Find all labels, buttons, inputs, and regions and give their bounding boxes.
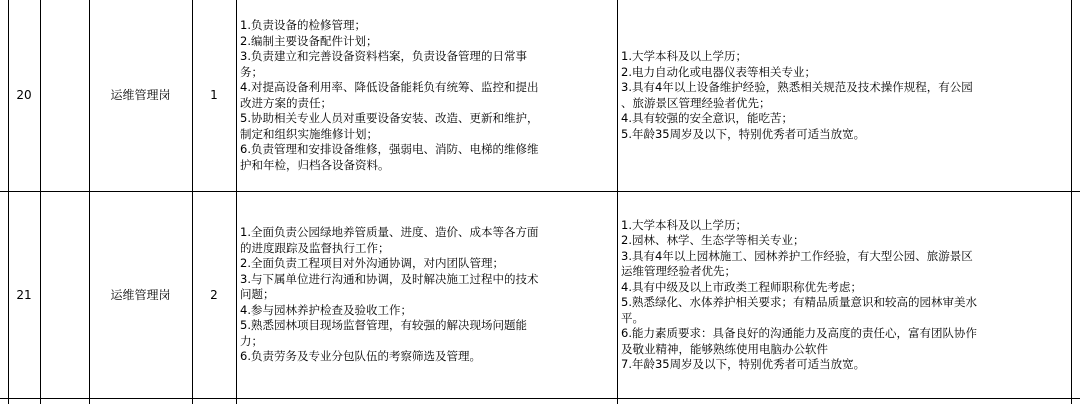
requirement-line: 5.熟悉绿化、水体养护相关要求；有精品质量意识和较高的园林审美水 xyxy=(621,295,977,309)
requirement-line: 7.年龄35周岁及以下，特别优秀者可适当放宽。 xyxy=(621,357,866,371)
duty-line: 问题； xyxy=(240,287,275,302)
job-duties xyxy=(237,0,616,191)
job-duties xyxy=(237,192,616,398)
requirement-line: 、旅游景区管理经验者优先； xyxy=(621,95,771,110)
requirement-line: 3.具有4年以上设备维护经验，熟悉相关规范及技术操作规程，有公园 xyxy=(621,80,973,94)
job-requirements xyxy=(618,192,1071,398)
headcount: 1 xyxy=(210,88,218,102)
duty-line: 3.负责建立和完善设备资料档案，负责设备管理的日常事 xyxy=(240,49,527,63)
duty-line: 改进方案的责任； xyxy=(240,95,332,110)
requirement-line: 及敬业精神，能够熟练使用电脑办公软件 xyxy=(621,341,828,356)
requirement-line: 6.能力素质要求：具备良好的沟通能力及高度的责任心，富有团队协作 xyxy=(621,326,977,340)
grid-line-v xyxy=(1071,0,1072,404)
duty-line: 5.熟悉园林项目现场监督管理，有较强的解决现场问题能 xyxy=(240,318,527,333)
position-name: 运维管理岗 xyxy=(110,287,171,302)
headcount: 2 xyxy=(210,287,218,302)
duty-line: 4.对提高设备利用率、降低设备能耗负有统筹、监控和提出 xyxy=(240,80,539,94)
duty-line: 3.与下属单位进行沟通和协调，及时解决施工过程中的技术 xyxy=(240,271,539,286)
duty-line: 6.负责劳务及专业分包队伍的考察筛选及管理。 xyxy=(240,349,481,364)
duty-line: 制定和组织实施维修计划； xyxy=(240,126,378,141)
duty-line: 2.全面负责工程项目对外沟通协调，对内团队管理； xyxy=(240,256,504,271)
requirement-line: 4.具有中级及以上市政类工程师职称优先考虑； xyxy=(621,279,862,294)
grid-line-h xyxy=(0,398,1080,399)
duty-line: 6.负责管理和安排设备维修，强弱电、消防、电梯的维修维 xyxy=(240,142,539,156)
duty-line: 1.全面负责公园绿地养管质量、进度、造价、成本等各方面 xyxy=(240,225,539,240)
position-name: 运维管理岗 xyxy=(110,88,171,102)
requirement-line: 2.电力自动化或电器仪表等相关专业； xyxy=(621,64,816,79)
duty-line: 力； xyxy=(240,333,263,348)
requirement-line: 2.园林、林学、生态学等相关专业； xyxy=(621,233,805,247)
job-requirements xyxy=(618,0,1071,191)
row-number: 21 xyxy=(16,287,32,302)
duty-line: 1.负责设备的检修管理； xyxy=(240,18,366,32)
duty-line: 2.编制主要设备配件计划； xyxy=(240,33,378,48)
duty-line: 5.协助相关专业人员对重要设备安装、改造、更新和维护， xyxy=(240,111,539,125)
duty-line: 4.参与园林养护检查及验收工作； xyxy=(240,302,412,317)
requirement-line: 平。 xyxy=(621,310,644,325)
requirement-line: 1.大学本科及以上学历； xyxy=(621,217,747,232)
row-number: 20 xyxy=(16,88,32,102)
duty-line: 务； xyxy=(240,64,263,79)
grid-line-v xyxy=(40,0,41,404)
duty-line: 护和年检，归档各设备资料。 xyxy=(240,157,390,172)
duty-line: 的进度跟踪及监督执行工作； xyxy=(240,240,390,255)
requirement-line: 1.大学本科及以上学历； xyxy=(621,49,747,63)
requirement-line: 4.具有较强的安全意识，能吃苦； xyxy=(621,111,793,125)
requirement-line: 5.年龄35周岁及以下，特别优秀者可适当放宽。 xyxy=(621,126,866,141)
requirement-line: 运维管理经验者优先； xyxy=(621,264,736,278)
requirement-line: 3.具有4年以上园林施工、园林养护工作经验，有大型公园、旅游景区 xyxy=(621,248,973,263)
